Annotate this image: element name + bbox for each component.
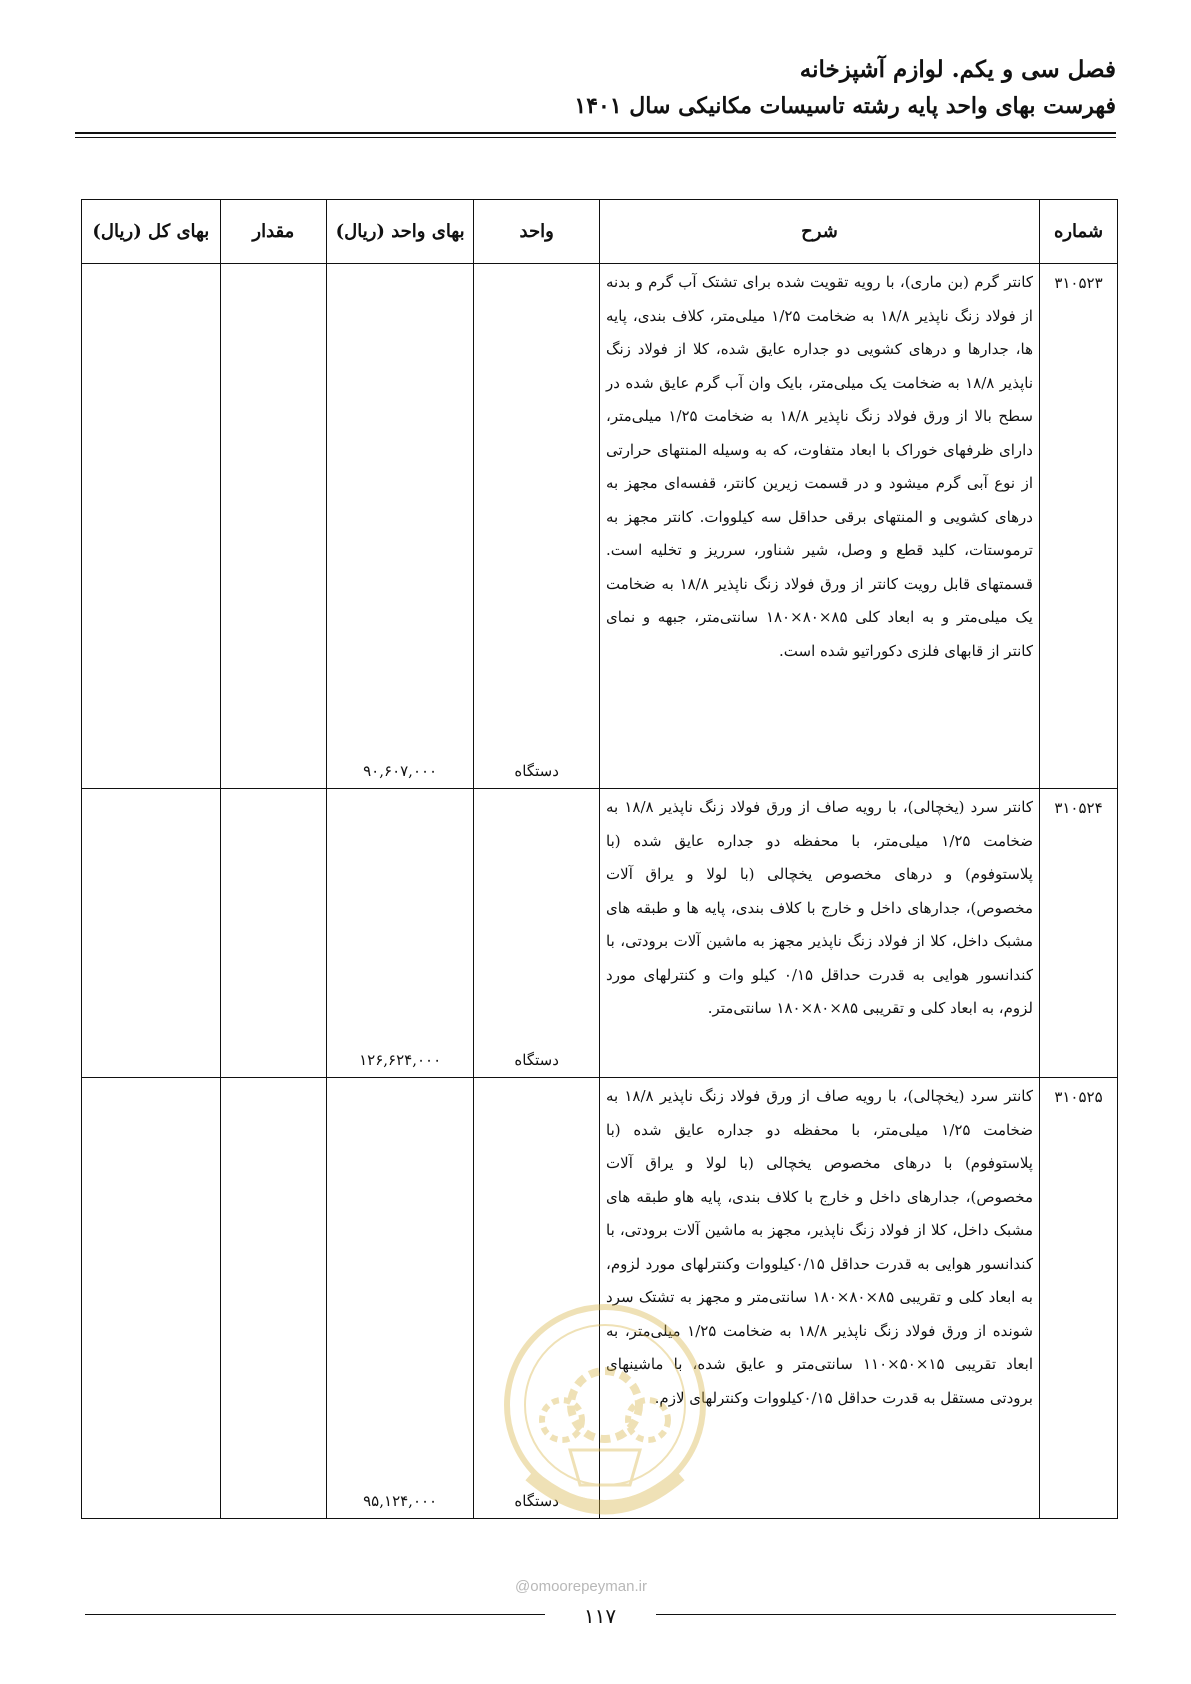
page-number: ۱۱۷ [580,1604,620,1628]
column-header-unit: واحد [474,200,600,264]
item-total-price [82,1078,221,1519]
item-number: ۳۱۰۵۲۴ [1039,789,1117,1078]
item-unit-price: ۹۰,۶۰۷,۰۰۰ [326,264,473,789]
item-quantity [220,264,326,789]
item-unit-price: ۹۵,۱۲۴,۰۰۰ [326,1078,473,1519]
column-header-number: شماره [1039,200,1117,264]
item-unit-price: ۱۲۶,۶۲۴,۰۰۰ [326,789,473,1078]
header-divider-thin [75,137,1116,138]
item-quantity [220,1078,326,1519]
item-total-price [82,264,221,789]
column-header-unit-price: بهای واحد (ریال) [326,200,473,264]
item-unit: دستگاه [474,264,600,789]
item-description: کانتر سرد (یخچالی)، با رویه صاف از ورق فولاد زنگ ناپذیر ۱۸/۸ به ضخامت ۱/۲۵ میلی‌متر، با محفظه دو جداره عایق شده (با پلاستوفوم) با درهای مخصوص یخچالی (با لولا و یراق آلات مخصوص)، جدارهای داخل و خارج با کلاف بندی، پایه هاو طبقه های مشبک داخل، کلا از فولاد زنگ ناپذیر، مجهز به ماشین آلات برودتی، با کندانسور هوایی به قدرت حداقل ۰/۱۵کیلووات وکنترلهای مورد لزوم، به ابعاد کلی و تقریبی ۸۵×۸۰×۱۸۰ سانتی‌متر و مجهز به تشتک سرد شونده از ورق فولاد زنگ ناپذیر ۱۸/۸ به ضخامت ۱/۲۵ میلی‌متر، به ابعاد تقریبی ۱۵×۵۰×۱۱۰ سانتی‌متر و عایق شده، با ماشینهای برودتی مستقل به قدرت حداقل ۰/۱۵کیلووات وکنترلهای لازم. [600,1078,1040,1519]
price-table [81,199,1118,1519]
column-header-total-price: بهای کل (ریال) [82,200,221,264]
table-row [82,789,1118,1078]
item-unit: دستگاه [474,789,600,1078]
table-row [82,264,1118,789]
item-quantity [220,789,326,1078]
page-header [75,50,1116,122]
footer-divider-right [656,1614,1116,1615]
footer-divider-left [85,1614,545,1615]
column-header-description: شرح [600,200,1040,264]
list-title: فهرست بهای واحد پایه رشته تاسیسات مکانیکی سال ۱۴۰۱ [574,93,1116,119]
item-total-price [82,789,221,1078]
item-description: کانتر سرد (یخچالی)، با رویه صاف از ورق فولاد زنگ ناپذیر ۱۸/۸ به ضخامت ۱/۲۵ میلی‌متر، با محفظه دو جداره عایق شده (با پلاستوفوم) و درهای مخصوص یخچالی (با لولا و یراق آلات مخصوص)، جدارهای داخل و خارج با کلاف بندی، پایه ها و طبقه های مشبک داخل، کلا از فولاد زنگ ناپذیر مجهز به ماشین آلات برودتی، با کندانسور هوایی به قدرت حداقل ۰/۱۵ کیلو وات و کنترلهای مورد لزوم، به ابعاد کلی و تقریبی ۸۵×۸۰×۱۸۰ سانتی‌متر. [600,789,1040,1078]
item-description: کانتر گرم (بن ماری)، با رویه تقویت شده برای تشتک آب گرم و بدنه از فولاد زنگ ناپذیر ۱۸/۸ به ضخامت ۱/۲۵ میلی‌متر، کلاف بندی، پایه ها، جدارها و درهای کشویی دو جداره عایق شده، کلا از فولاد زنگ ناپذیر ۱۸/۸ به ضخامت یک میلی‌متر، بایک وان آب گرم عایق شده در سطح بالا از ورق فولاد زنگ ناپذیر ۱۸/۸ به ضخامت ۱/۲۵ میلی‌متر، دارای ظرفهای خوراک با ابعاد متفاوت، که به وسیله المنتهای حرارتی از نوع آبی گرم میشود و در قسمت زیرین کانتر، قفسه‌ای مجهز به درهای کشویی و المنتهای برقی حداقل سه کیلووات. کانتر مجهز به ترموستات، کلید قطع و وصل، شیر شناور، سرریز و تخلیه است. قسمتهای قابل رویت کانتر از ورق فولاد زنگ ناپذیر ۱۸/۸ به ضخامت یک میلی‌متر و به ابعاد کلی ۸۵×۸۰×۱۸۰ سانتی‌متر، جبهه و نمای کانتر از قابهای فلزی دکوراتیو شده است. [600,264,1040,789]
item-number: ۳۱۰۵۲۳ [1039,264,1117,789]
column-header-quantity: مقدار [220,200,326,264]
item-unit: دستگاه [474,1078,600,1519]
table-row [82,1078,1118,1519]
chapter-title: فصل سی و یکم. لوازم آشپزخانه [799,56,1116,83]
header-divider-thick [75,132,1116,134]
table-header-row [82,200,1118,264]
item-number: ۳۱۰۵۲۵ [1039,1078,1117,1519]
watermark-url: @omoorepeyman.ir [515,1578,647,1595]
